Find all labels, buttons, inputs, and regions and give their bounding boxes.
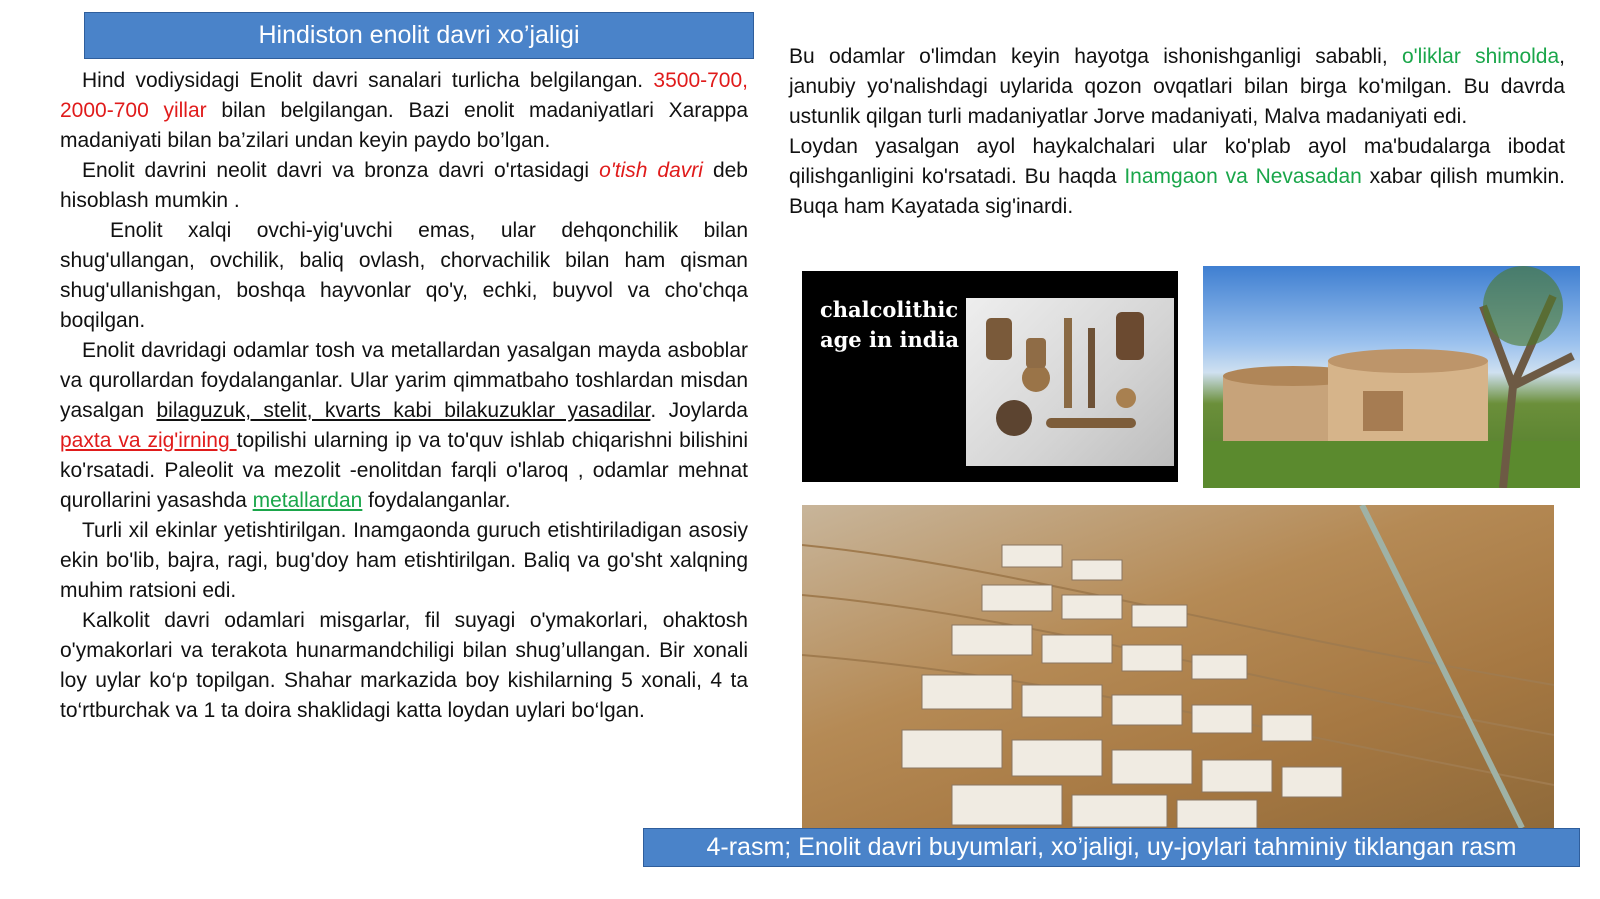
link-metals: metallardan bbox=[252, 489, 363, 512]
paragraph-transition: Enolit davrini neolit davri va bronza davri o'rtasidagi o'tish davri deb hisoblash mumkin . bbox=[60, 159, 748, 212]
link-cotton-flax: paxta va zig'irning bbox=[60, 429, 237, 452]
reconstructed-settlement-illustration bbox=[802, 505, 1554, 828]
highlight-transition: o'tish davri bbox=[599, 159, 703, 182]
chalcolithic-artifacts-image bbox=[802, 271, 1178, 482]
paragraph-burial: Bu odamlar o'limdan keyin hayotga ishonishganligi sababli, o'liklar shimolda, janubiy yo'nalishdagi uylarida qozon ovqatlari bilan birga ko'milgan. Bu davrda ustunlik qilgan turli madaniyatlar Jorve madaniyati, Malva madaniyati edi. bbox=[789, 45, 1565, 128]
page-title: Hindiston enolit davri xo’jaligi bbox=[84, 12, 754, 59]
figure-caption: 4-rasm; Enolit davri buyumlari, xo’jaligi, uy-joylari tahminiy tiklangan rasm bbox=[643, 828, 1580, 867]
paragraph-crafts: Kalkolit davri odamlari misgarlar, fil suyagi o'ymakorlari, ohaktosh o'ymakorlari va terakota hunarmandchiligi bilan shug’ullangan. Bir xonali loy uylar ko‘p topilgan. Shahar markazida boy kishilarning 5 xonali, 4 ta to‘rtburchak va 1 ta doira shaklidagi katta loydan uylari bo‘lgan. bbox=[60, 609, 748, 722]
underline-bracelets: bilaguzuk, stelit, kvarts kabi bilakuzuklar yasadilar bbox=[156, 399, 651, 422]
right-text-column bbox=[789, 42, 1565, 222]
mud-houses-photo bbox=[1203, 266, 1580, 488]
paragraph-economy: Enolit xalqi ovchi-yig'uvchi emas, ular dehqonchilik bilan shug'ullangan, ovchilik, baliq ovlash, chorvachilik bilan ham qisman shug'ullanishgan, boshqa hayvonlar qo'y, echki, buyvol va cho'chqa boqilgan. bbox=[60, 219, 748, 332]
paragraph-crops: Turli xil ekinlar yetishtirilgan. Inamgaonda guruch etishtiriladigan asosiy ekin bo'lib, bajra, ragi, bug'doy ham etishtirilgan. Baliq va go'sht xalqning muhim ratsioni edi. bbox=[60, 519, 748, 602]
paragraph-figurines: Loydan yasalgan ayol haykalchalari ular ko'plab ayol ma'budalarga ibodat qilishganligini ko'rsatadi. Bu haqda Inamgaon va Nevasadan xabar qilish mumkin. Buqa ham Kayatada sig'inardi. bbox=[789, 135, 1566, 218]
paragraph-dates: Hind vodiysidagi Enolit davri sanalari turlicha belgilangan. 3500-700, 2000-700 yillar bilan belgilangan. Bazi enolit madaniyatlari Xarappa madaniyati bilan ba’zilari undan keyin paydo bo’lgan. bbox=[60, 69, 748, 152]
left-text-column bbox=[60, 66, 748, 726]
highlight-dates: 3500-700, 2000-700 yillar bbox=[60, 69, 748, 122]
highlight-burial: o'liklar shimolda bbox=[1401, 45, 1560, 68]
paragraph-tools: Enolit davridagi odamlar tosh va metallardan yasalgan mayda asboblar va qurollardan foydalanganlar. Ular yarim qimmatbaho toshlardan misdan yasalgan bilaguzuk, stelit, kvarts kabi bilakuzuklar yasadilar. Joylarda paxta va zig'irning topilishi ularning ip va to'quv ishlab chiqarishni bilishini ko'rsatadi. Paleolit va mezolit -enolitdan farqli o'laroq , odamlar mehnat qurollarini yasashda metallardan foydalanganlar. bbox=[60, 339, 748, 512]
copper-artifacts-photo bbox=[966, 298, 1174, 466]
highlight-sites: Inamgaon va Nevasadan bbox=[1124, 165, 1362, 188]
image-title: chalcolithic age in india bbox=[820, 297, 960, 352]
